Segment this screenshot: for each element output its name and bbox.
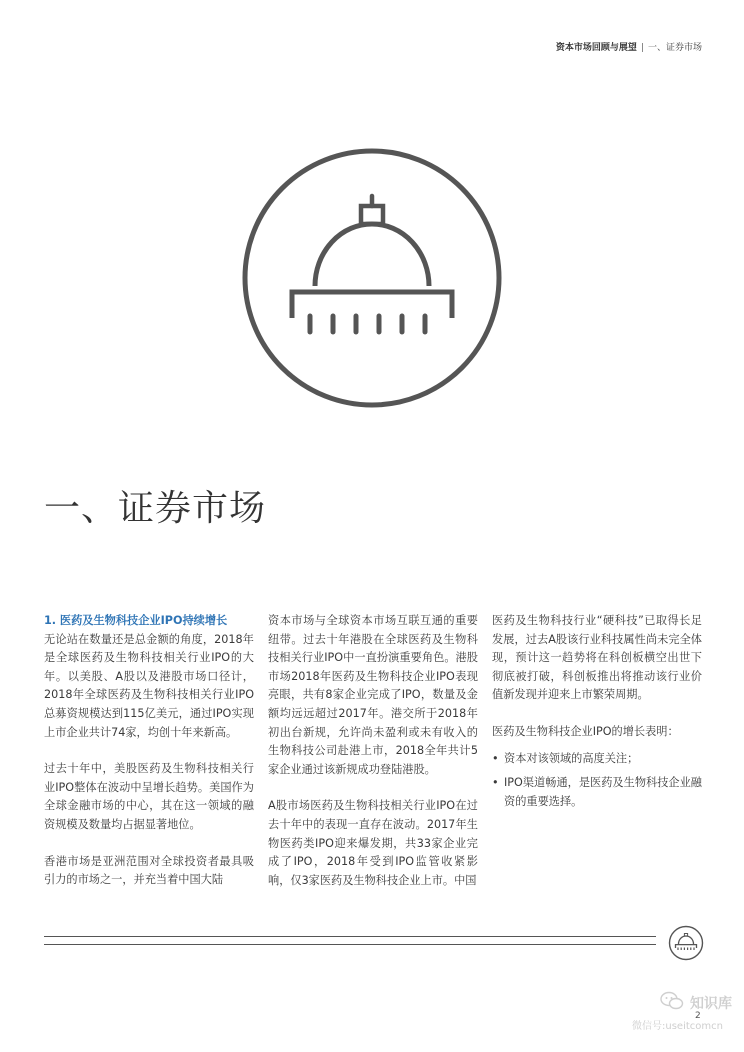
text-column-2: [268, 612, 478, 908]
watermark-id: 微信号:useitcomcn: [632, 1021, 723, 1032]
report-title: 资本市场回顾与展望: [555, 43, 637, 53]
paragraph: 无论站在数量还是总金额的角度，2018年是全球医药及生物科技相关行业IPO的大年。以美股、A股以及港股市场口径计，2018年全球医药及生物科技相关行业IPO总募资规模达到115亿美元，通过IPO实现上市企业共计74家，均创十年来新高。: [44, 632, 254, 739]
text-column-3: [492, 612, 702, 817]
paragraph: 医药及生物科技企业IPO的增长表明：: [492, 724, 679, 738]
paragraph: A股市场医药及生物科技相关行业IPO在过去十年中的表现一直存在波动。2017年生物医药类IPO迎来爆发期，共33家企业完成了IPO，2018年受到IPO监管收紧影响，仅3家医药及生物科技企业上市。中国: [268, 799, 478, 887]
list-item-text: 资本对该领域的高度关注；: [504, 751, 639, 765]
header-separator: |: [640, 43, 644, 53]
list-item-text: IPO渠道畅通，是医药及生物科技企业融资的重要选择。: [504, 776, 702, 808]
paragraph: 香港市场是亚洲范围对全球投资者最具吸引力的市场之一，并充当着中国大陆: [44, 854, 254, 887]
paragraph: 医药及生物科技行业“硬科技”已取得长足发展，过去A股该行业科技属性尚未完全体现，预计这一趋势将在科创板横空出世下彻底被打破，科创板推出将推动该行业价值新发现并迎来上市繁荣周期。: [492, 614, 702, 702]
section-title: 一、证券市场: [44, 488, 267, 530]
running-header: [556, 40, 702, 53]
bullet-marker: •: [492, 776, 499, 790]
header-section: 一、证券市场: [647, 43, 702, 53]
bullet-list: [492, 750, 702, 812]
capitol-dome-icon: [668, 925, 704, 961]
capitol-dome-icon: [240, 146, 504, 410]
text-column-1: [44, 612, 254, 908]
list-item: [492, 774, 702, 811]
subheading: 1. 医药及生物科技企业IPO持续增长: [44, 614, 228, 627]
paragraph: 资本市场与全球资本市场互联互通的重要纽带。过去十年港股在全球医药及生物科技相关行业IPO中一直扮演重要角色。港股市场2018年医药及生物科技企业IPO表现亮眼，共有8家企业完成了IPO，数量及金额均远远超过2017年。港交所于2018年初出台新规，允许尚未盈利或未有收入的生物科技公司赴港上市，2018全年共计5家企业通过该新规成功登陆港股。: [268, 614, 478, 776]
bullet-marker: •: [492, 751, 499, 765]
footer-divider: [44, 944, 656, 945]
wechat-icon: [660, 991, 684, 1011]
list-item: [492, 750, 702, 769]
page-number: 2: [695, 1011, 701, 1021]
paragraph: 过去十年中，美股医药及生物科技相关行业IPO整体在波动中呈增长趋势。美国作为全球金融市场的中心，其在这一领域的融资规模及数量均占据显著地位。: [44, 762, 254, 831]
watermark-name: 知识库: [690, 996, 732, 1012]
footer-divider: [44, 936, 656, 937]
